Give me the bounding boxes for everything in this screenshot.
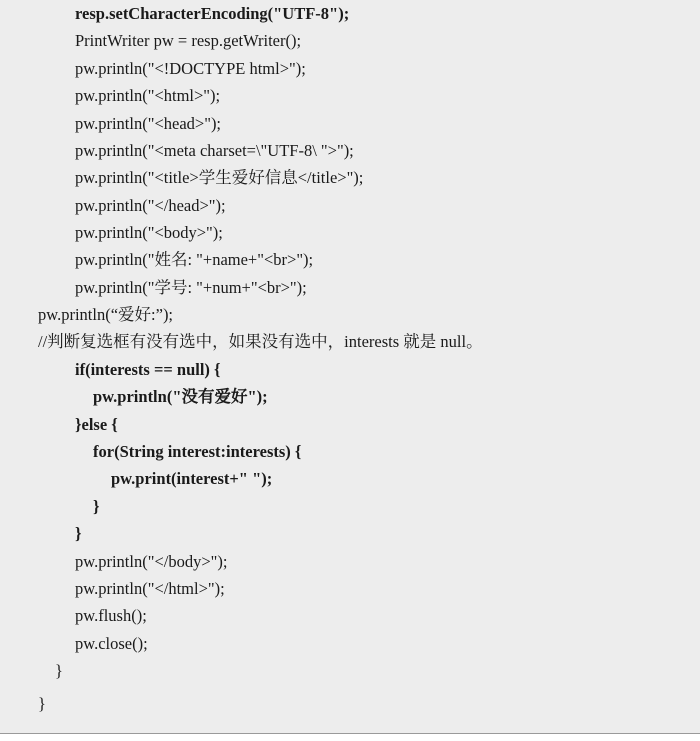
code-line: pw.close(); — [75, 634, 148, 653]
code-line: pw.print(interest+" "); — [111, 469, 273, 488]
code-line: PrintWriter pw = resp.getWriter(); — [75, 31, 302, 50]
code-line: pw.println("<title>学生爱好信息</title>"); — [75, 168, 364, 187]
code-line: pw.println("没有爱好"); — [93, 387, 268, 406]
code-line: pw.println("<body>"); — [75, 223, 223, 242]
bottom-divider — [0, 733, 700, 734]
code-line: } — [55, 661, 63, 680]
code-line: pw.println("<!DOCTYPE html>"); — [75, 59, 306, 78]
code-line: pw.println(“爱好:”); — [38, 305, 174, 324]
code-line: } — [75, 524, 82, 543]
code-line: pw.println("</body>"); — [75, 552, 228, 571]
code-line: pw.println("<html>"); — [75, 86, 221, 105]
code-line: } — [93, 497, 100, 516]
code-line: pw.println("</html>"); — [75, 579, 225, 598]
code-line: pw.flush(); — [75, 606, 147, 625]
code-line: pw.println("<meta charset=\"UTF-8\ ">"); — [75, 141, 354, 160]
code-line: if(interests == null) { — [75, 360, 221, 379]
code-line: for(String interest:interests) { — [93, 442, 302, 461]
code-line: resp.setCharacterEncoding("UTF-8"); — [75, 4, 350, 23]
code-line: pw.println("<head>"); — [75, 114, 222, 133]
code-line: pw.println("姓名: "+name+"<br>"); — [75, 250, 314, 269]
code-line: }else { — [75, 415, 118, 434]
code-line: } — [38, 694, 46, 713]
code-comment-line: //判断复选框有没有选中，如果没有选中，interests 就是 null。 — [38, 332, 483, 351]
code-line: pw.println("</head>"); — [75, 196, 226, 215]
code-line: pw.println("学号: "+num+"<br>"); — [75, 278, 307, 297]
